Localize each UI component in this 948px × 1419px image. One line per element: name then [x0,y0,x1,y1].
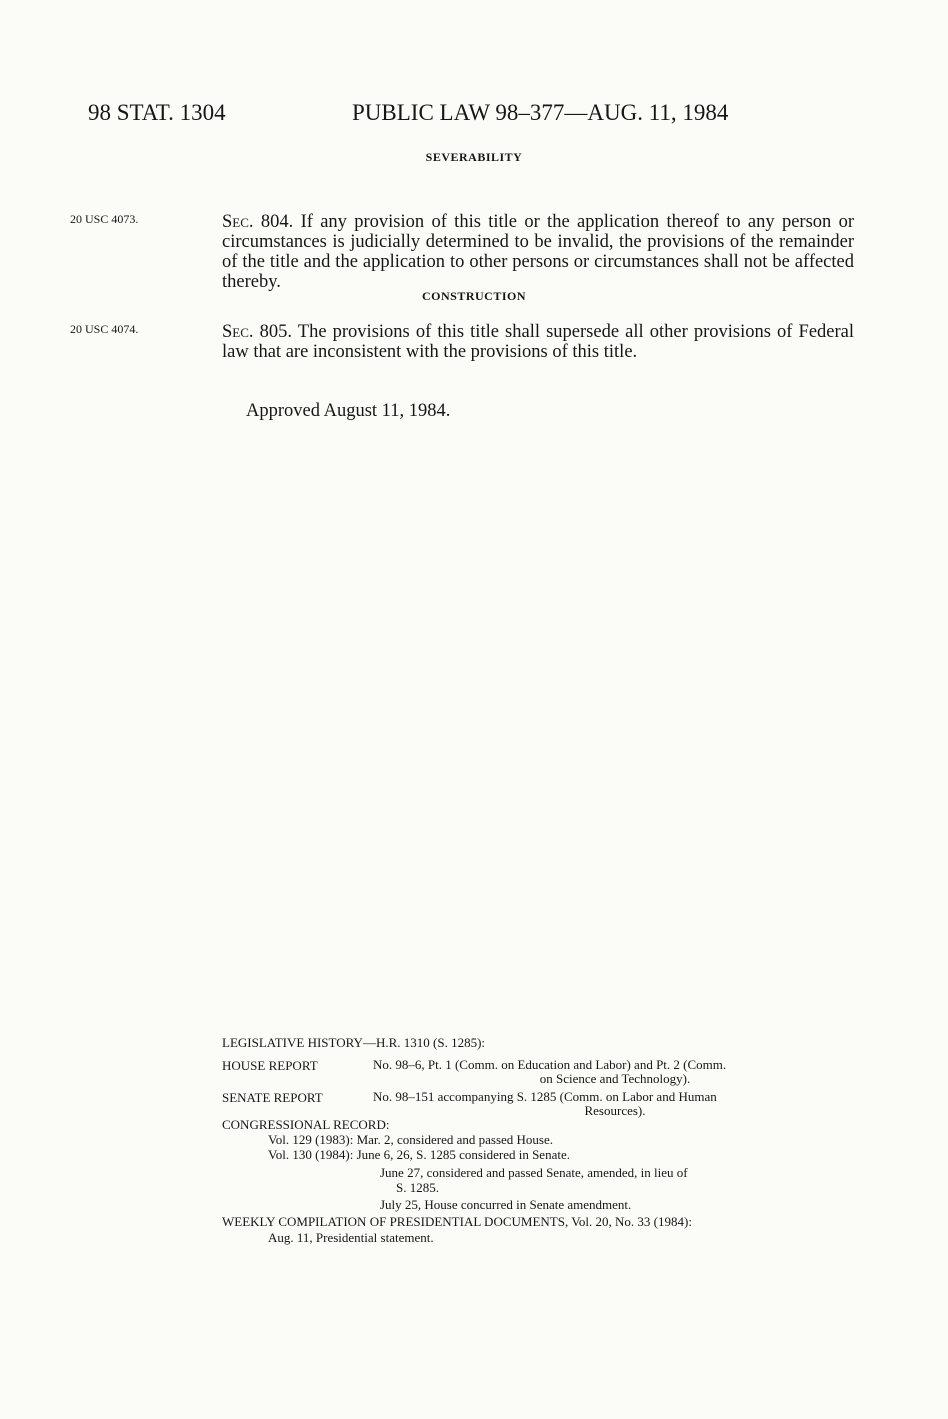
record-june-27: June 27, considered and passed Senate, amended, in lieu of [380,1165,688,1180]
sec-number: 805. [259,322,293,342]
house-report-entry [373,1058,857,1086]
senate-report-line: No. 98–151 accompanying S. 1285 (Comm. on Labor and Human [373,1089,717,1104]
presidential-statement: Aug. 11, Presidential statement. [268,1230,434,1245]
legislative-history-title: LEGISLATIVE HISTORY—H.R. 1310 (S. 1285): [222,1035,486,1050]
construction-heading: CONSTRUCTION [421,289,526,303]
sec-number: 804. [260,212,294,232]
house-report-continuation: on Science and Technology). [539,1071,691,1086]
senate-report-entry [373,1090,857,1118]
sec-label: Sec. [222,212,254,232]
record-vol-129: Vol. 129 (1983): Mar. 2, considered and passed House. [268,1132,553,1147]
house-report-line: No. 98–6, Pt. 1 (Comm. on Education and Labor) and Pt. 2 (Comm. [373,1057,727,1072]
senate-report-label: SENATE REPORT [222,1090,323,1105]
weekly-compilation: WEEKLY COMPILATION OF PRESIDENTIAL DOCUMENTS, Vol. 20, No. 33 (1984): [222,1214,692,1229]
sec-label: Sec. [222,322,254,342]
section-805-paragraph [222,322,854,362]
section-text: If any provision of this title or the application thereof to any person or circumstances is judicially determined to be invalid, the provisions of the remainder of the title and the application to other persons or circumstances shall not be affected thereby. [222,212,855,292]
marginal-note-805: 20 USC 4074. [70,322,139,336]
section-text: The provisions of this title shall supersede all other provisions of Federal law that are inconsistent with the provisions of this title. [222,322,854,362]
section-804-paragraph [222,212,854,292]
house-report-label: HOUSE REPORT [222,1058,318,1073]
marginal-note-804: 20 USC 4073. [70,212,139,226]
congressional-record-label: CONGRESSIONAL RECORD: [222,1117,390,1132]
record-june-27-continuation: S. 1285. [396,1180,439,1195]
record-july-25: July 25, House concurred in Senate amendment. [380,1197,632,1212]
stat-page-number: 98 STAT. 1304 [88,100,226,125]
senate-report-continuation: Resources). [584,1103,646,1118]
public-law-header: PUBLIC LAW 98–377—AUG. 11, 1984 [352,100,729,125]
approval-date: Approved August 11, 1984. [246,401,451,421]
record-vol-130: Vol. 130 (1984): June 6, 26, S. 1285 considered in Senate. [268,1147,570,1162]
severability-heading: SEVERABILITY [425,150,523,164]
